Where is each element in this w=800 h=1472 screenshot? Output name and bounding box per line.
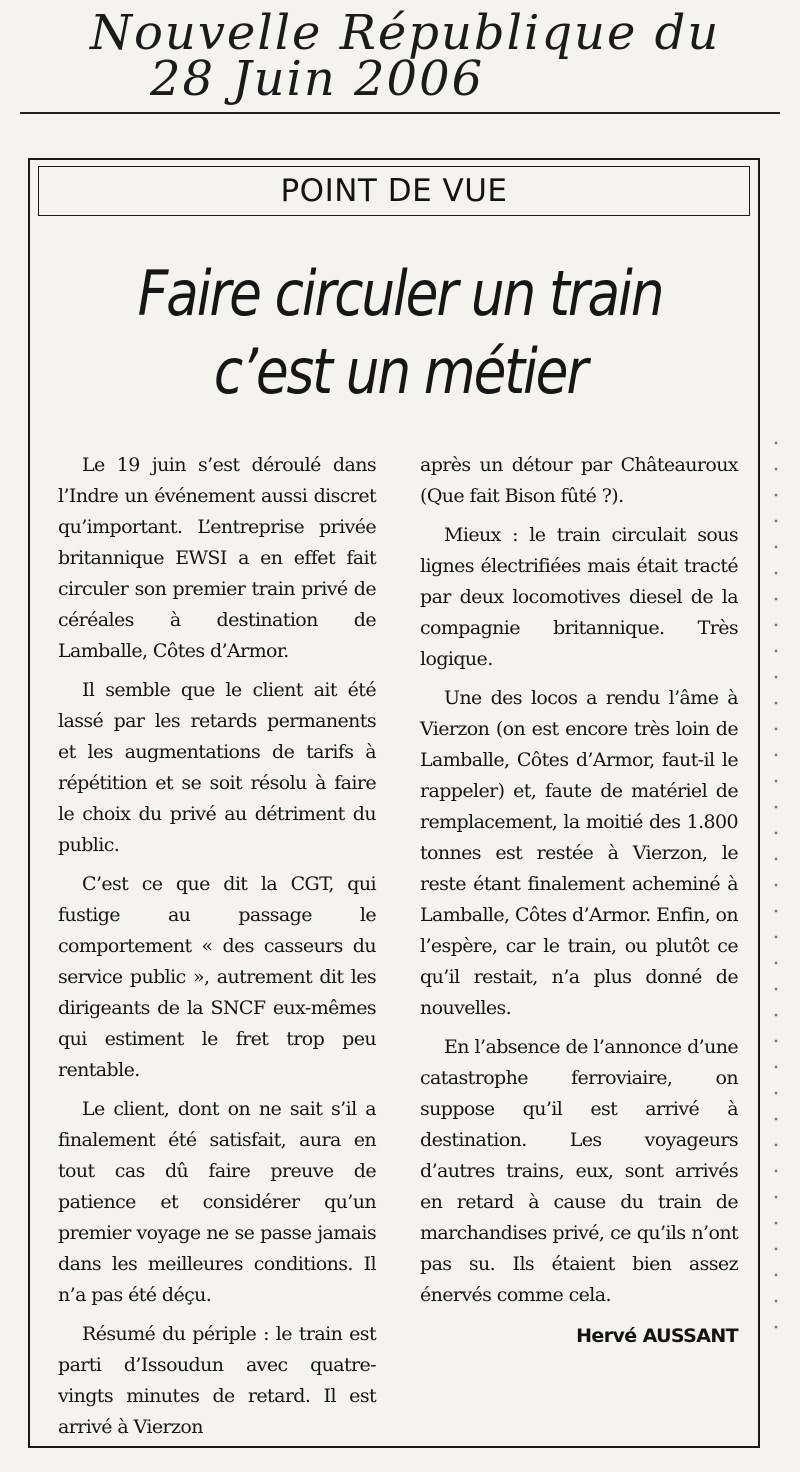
paragraph: Mieux : le train circulait sous lignes électrifiées mais était tracté par deux locomotives diesel de la compagnie britannique. Très logique. <box>420 524 738 670</box>
column-right <box>420 450 738 1451</box>
headline-line-2: c’est un métier <box>213 335 587 408</box>
headline <box>90 255 709 411</box>
margin-dots <box>774 430 778 1330</box>
top-rule <box>20 112 780 114</box>
paragraph: Résumé du périple : le train est parti d’Issoudun avec quatre-vingts minutes de retard. Il est arrivé à Vierzon <box>58 1323 376 1438</box>
paragraph: C’est ce que dit la CGT, qui fustige au passage le comportement « des casseurs du service public », autrement dit les dirigeants de la SNCF eux-mêmes qui estiment le fret trop peu rentable. <box>58 873 376 1081</box>
paragraph: Le client, dont on ne sait s’il a finalement été satisfait, aura en tout cas dû faire preuve de patience et considérer qu’un premier voyage ne se passe jamais dans les meilleures conditions. Il n’a pas été déçu. <box>58 1098 376 1306</box>
headline-line-1: Faire circuler un train <box>137 257 663 330</box>
author-signature: Hervé AUSSANT <box>576 1325 738 1347</box>
article-body <box>58 450 738 1451</box>
paragraph: Il semble que le client ait été lassé par les retards permanents et les augmentations de tarifs à répétition et se soit résolu à faire le choix du privé au détriment du public. <box>58 679 376 856</box>
paragraph: Une des locos a rendu l’âme à Vierzon (on est encore très loin de Lamballe, Côtes d’Armor, faut-il le rappeler) et, faute de matériel de remplacement, la moitié des 1.800 tonnes est restée à Vierzon, le reste étant finalement acheminé à Lamballe, Côtes d’Armor. Enfin, on l’espère, car le train, ou plutôt ce qu’il restait, n’a plus donné de nouvelles. <box>420 687 738 1019</box>
handwritten-line-1: Nouvelle République du <box>90 5 721 61</box>
paragraph-continuation: après un détour par Châteauroux (Que fait Bison fûté ?). <box>420 454 738 507</box>
column-left <box>58 450 376 1451</box>
paragraph: En l’absence de l’annonce d’une catastrophe ferroviaire, on suppose qu’il est arrivé à destination. Les voyageurs d’autres trains, eux, sont arrivés en retard à cause du train de marchandises privé, ce qu’ils n’ont pas su. Ils étaient bien assez énervés comme cela. <box>420 1036 738 1306</box>
section-label: POINT DE VUE <box>280 173 508 209</box>
paragraph: Le 19 juin s’est déroulé dans l’Indre un événement aussi discret qu’important. L’entreprise privée britannique EWSI a en effet fait circuler son premier train privé de céréales à destination de Lamballe, Côtes d’Armor. <box>58 454 376 662</box>
handwritten-source-note <box>60 5 780 107</box>
handwritten-line-2: 28 Juin 2006 <box>150 51 485 107</box>
